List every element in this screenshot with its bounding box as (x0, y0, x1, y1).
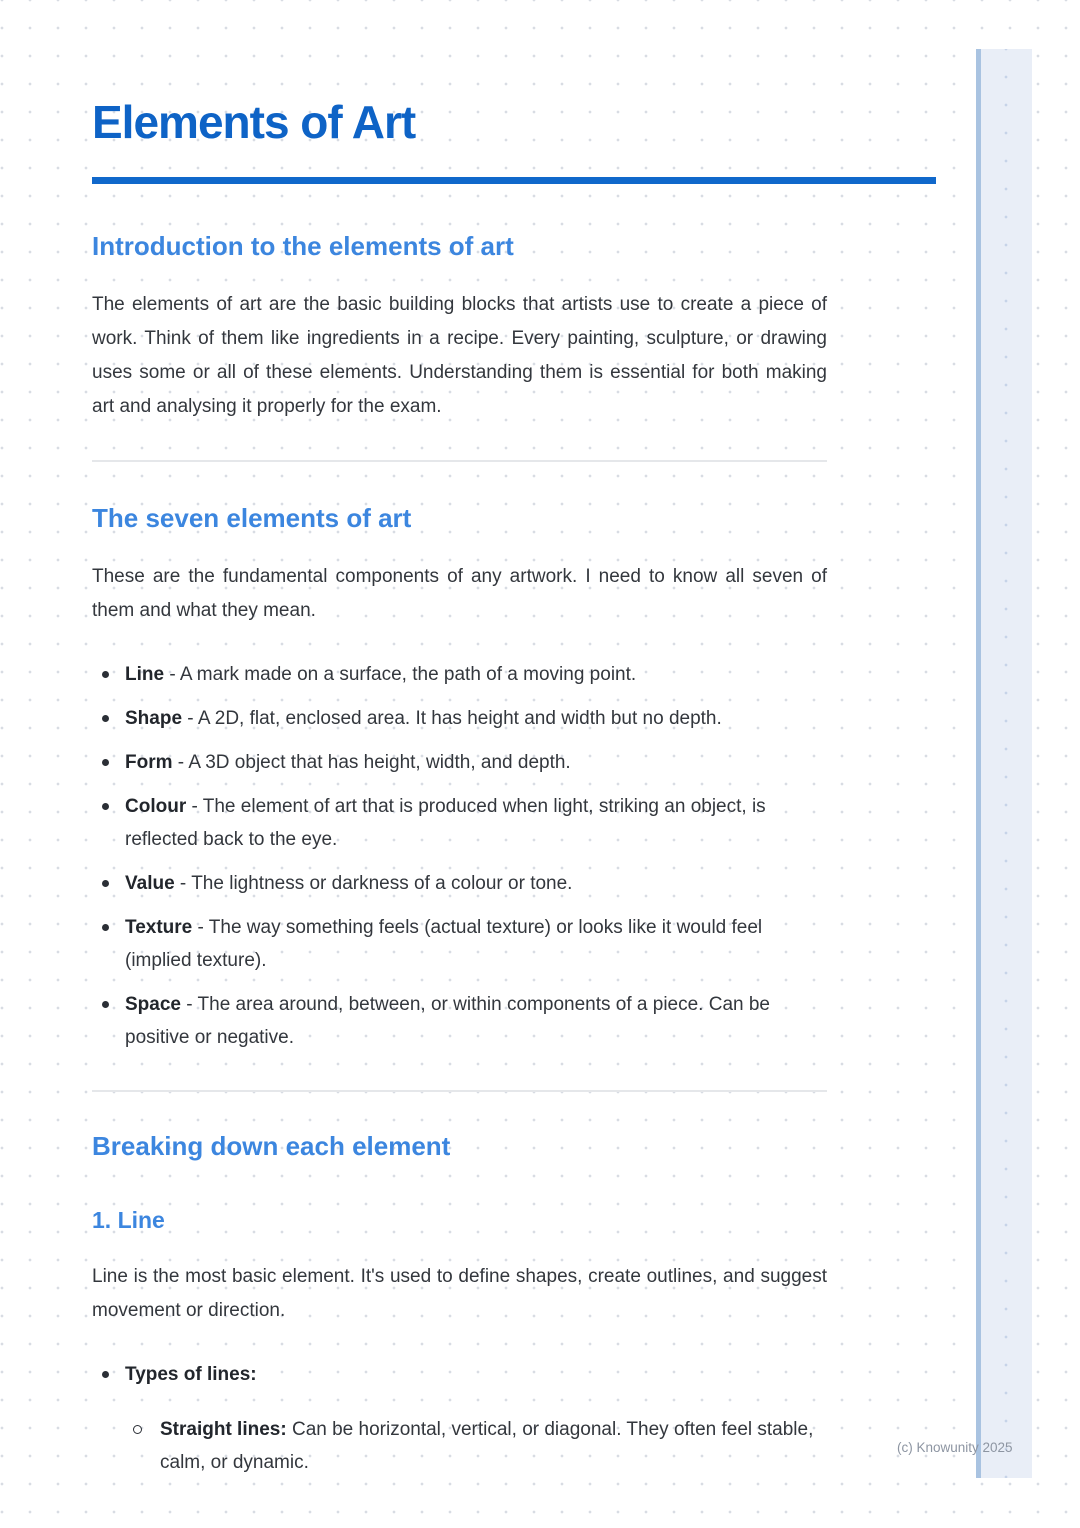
list-item-shape (92, 702, 827, 735)
list-term: Texture (125, 917, 193, 938)
list-term: Straight lines: (160, 1419, 287, 1440)
list-text: - A 2D, flat, enclosed area. It has height and width but no depth. (182, 708, 722, 729)
types-of-lines-list (92, 1358, 827, 1391)
bullet-icon (102, 880, 109, 887)
list-item-value (92, 867, 827, 900)
margin-panel (981, 49, 1032, 1478)
list-item-texture (92, 911, 827, 977)
list-item-form (92, 746, 827, 779)
list-item-straight-lines (125, 1413, 827, 1479)
straight-lines-sublist (92, 1413, 827, 1479)
list-text: - The element of art that is produced when light, striking an object, is reflected back to the eye. (125, 796, 766, 850)
bullet-icon (102, 803, 109, 810)
title-underline (92, 177, 936, 184)
list-term: Types of lines: (125, 1364, 257, 1385)
bullet-icon (102, 1001, 109, 1008)
bullet-icon (102, 924, 109, 931)
list-term: Line (125, 664, 165, 685)
list-term: Space (125, 994, 181, 1015)
sub-bullet-icon (133, 1425, 142, 1434)
list-term: Shape (125, 708, 183, 729)
section-heading-breaking-down: Breaking down each element (92, 1131, 451, 1161)
list-text: - A mark made on a surface, the path of a moving point. (164, 664, 637, 685)
bullet-icon (102, 715, 109, 722)
section-heading-introduction: Introduction to the elements of art (92, 231, 514, 261)
list-item-colour (92, 790, 827, 856)
document-content (92, 0, 827, 1479)
list-text: - The way something feels (actual texture) or looks like it would feel (implied texture). (125, 917, 763, 971)
line-paragraph: Line is the most basic element. It's used to define shapes, create outlines, and suggest movement or direction. (92, 1266, 827, 1321)
section-divider (92, 460, 827, 462)
list-term: Form (125, 752, 173, 773)
list-text: - A 3D object that has height, width, and depth. (172, 752, 571, 773)
list-term: Value (125, 873, 175, 894)
section-divider (92, 1090, 827, 1092)
introduction-paragraph: The elements of art are the basic building blocks that artists use to create a piece of work. Think of them like ingredients in a recipe. Every painting, sculpture, or drawing uses some or all of these elements. Understanding them is essential for both making art and analysing it properly for the exam. (92, 294, 827, 417)
bullet-icon (102, 759, 109, 766)
list-item-line (92, 658, 827, 691)
copyright-footer: (c) Knowunity 2025 (897, 1440, 1013, 1455)
list-item-types-of-lines (92, 1358, 827, 1391)
subsection-heading-line: 1. Line (92, 1207, 165, 1233)
list-item-space (92, 988, 827, 1054)
section-heading-seven-elements: The seven elements of art (92, 503, 412, 533)
list-text: Can be horizontal, vertical, or diagonal. They often feel stable, calm, or dynamic. (160, 1419, 814, 1473)
list-term: Colour (125, 796, 187, 817)
list-text: - The lightness or darkness of a colour or tone. (174, 873, 573, 894)
elements-list (92, 658, 827, 1054)
bullet-icon (102, 1371, 109, 1378)
bullet-icon (102, 671, 109, 678)
list-text: - The area around, between, or within components of a piece. Can be positive or negative. (125, 994, 770, 1048)
seven-elements-paragraph: These are the fundamental components of any artwork. I need to know all seven of them and what they mean. (92, 566, 827, 621)
page-title: Elements of Art (92, 96, 416, 148)
